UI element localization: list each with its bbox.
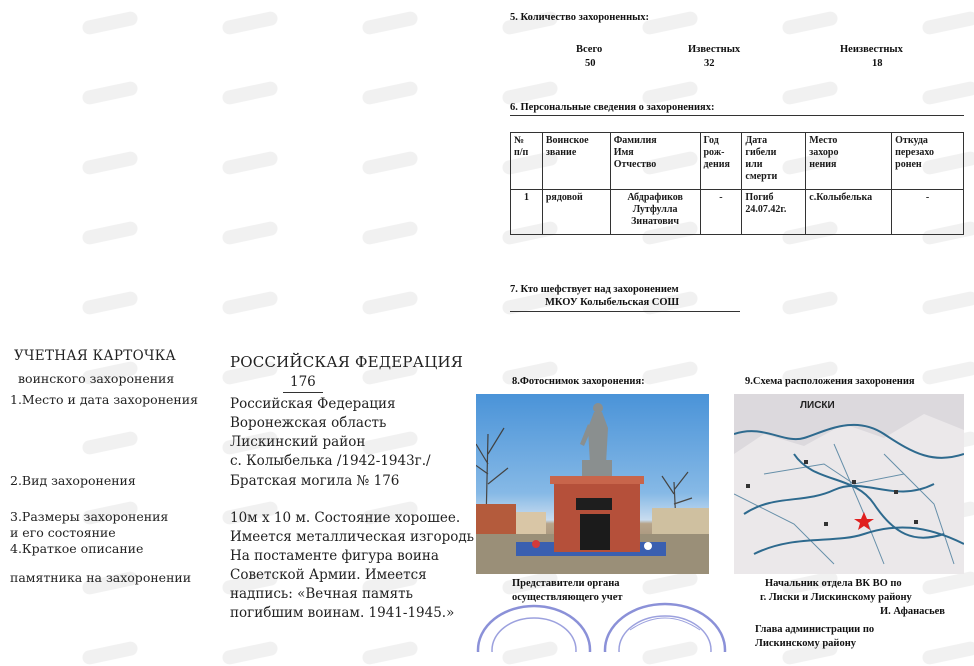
- card-description-line: погибшим воинам. 1941-1945.»: [230, 605, 455, 621]
- watermark-mark: [920, 640, 974, 666]
- card-item3-line2: и его состояние: [10, 525, 116, 540]
- admin-line2: Лискинскому району: [755, 638, 857, 649]
- watermark-mark: [220, 220, 280, 246]
- burial-table: [510, 132, 964, 235]
- watermark-mark: [640, 360, 700, 386]
- stamp-left-icon: [474, 602, 594, 652]
- watermark-mark: [80, 10, 140, 36]
- watermark-mark: [920, 360, 974, 386]
- table-header-cell: Фамилия Имя Отчество: [610, 133, 700, 190]
- unknown-value: 18: [872, 58, 883, 69]
- section8-caption-line2: осуществляющего учет: [512, 592, 623, 603]
- watermark-mark: [360, 150, 420, 176]
- section8-caption-line1: Представители органа: [512, 578, 620, 589]
- memorial-photo-drawing: [476, 394, 709, 574]
- section7-underline: [510, 311, 740, 312]
- admin-line1: Глава администрации по: [755, 624, 875, 635]
- table-header-cell: Дата гибели или смерти: [742, 133, 806, 190]
- location-map: [734, 394, 964, 574]
- card-item4-line1: 4.Краткое описание: [10, 541, 144, 556]
- card-description-lines: [230, 509, 474, 623]
- section6-underline: [510, 115, 964, 116]
- table-header-cell: № п/п: [511, 133, 543, 190]
- card-item1: 1.Место и дата захоронения: [10, 392, 198, 407]
- known-label: Известных: [688, 44, 741, 55]
- card-number: 176: [290, 374, 316, 390]
- total-value: 50: [585, 58, 596, 69]
- table-header-cell: Год рож- дения: [700, 133, 742, 190]
- table-header-cell: Откуда перезахо ронен: [892, 133, 964, 190]
- card-place-lines: [230, 395, 431, 471]
- card-description-line: Имеется металлическая изгородь: [230, 529, 475, 545]
- table-header-row: [511, 133, 964, 190]
- card-title: УЧЕТНАЯ КАРТОЧКА: [14, 348, 176, 364]
- watermark-mark: [80, 640, 140, 666]
- watermark-mark: [220, 150, 280, 176]
- location-map-drawing: [734, 394, 964, 574]
- watermark-mark: [220, 640, 280, 666]
- watermark-mark: [360, 80, 420, 106]
- unknown-label: Неизвестных: [840, 44, 903, 55]
- watermark-mark: [920, 10, 974, 36]
- table-cell: с.Колыбелька: [806, 190, 892, 235]
- section5-title: 5. Количество захороненных:: [510, 12, 650, 23]
- card-description-line: 10м х 10 м. Состояние хорошее.: [230, 510, 461, 526]
- table-cell: 1: [511, 190, 543, 235]
- section7-value: МКОУ Колыбельская СОШ: [545, 297, 680, 308]
- card-item3-line1: 3.Размеры захоронения: [10, 509, 169, 524]
- memorial-photo: [476, 394, 709, 574]
- map-label: ЛИСКИ: [800, 400, 835, 411]
- card-burial-type: Братская могила № 176: [230, 473, 400, 489]
- known-value: 32: [704, 58, 715, 69]
- card-item4-line2: памятника на захоронении: [10, 570, 192, 585]
- table-header-cell: Воинское звание: [542, 133, 610, 190]
- section6-title: 6. Персональные сведения о захоронениях:: [510, 102, 715, 113]
- total-label: Всего: [576, 44, 603, 55]
- table-header-cell: Место захоро нения: [806, 133, 892, 190]
- card-place-line: Лискинский район: [230, 434, 366, 450]
- card-country: РОССИЙСКАЯ ФЕДЕРАЦИЯ: [230, 353, 464, 371]
- table-cell: -: [700, 190, 742, 235]
- watermark-mark: [780, 10, 840, 36]
- table-cell: Абдрафиков Лутфулла Зинатович: [610, 190, 700, 235]
- card-number-underline: [283, 392, 323, 393]
- watermark-mark: [80, 150, 140, 176]
- card-description-line: На постаменте фигура воина: [230, 548, 439, 564]
- watermark-mark: [360, 10, 420, 36]
- section9-title: 9.Схема расположения захоронения: [745, 376, 915, 387]
- watermark-mark: [220, 290, 280, 316]
- card-description-line: надпись: «Вечная память: [230, 586, 413, 602]
- section8-title: 8.Фотоснимок захоронения:: [512, 376, 645, 387]
- stamp-right-icon: [600, 600, 730, 652]
- table-cell: рядовой: [542, 190, 610, 235]
- watermark-mark: [80, 290, 140, 316]
- card-item2: 2.Вид захоронения: [10, 473, 136, 488]
- watermark-mark: [360, 640, 420, 666]
- table-row: [511, 190, 964, 235]
- sign-line1: Начальник отдела ВК ВО по: [765, 578, 902, 589]
- watermark-mark: [360, 220, 420, 246]
- table-cell: Погиб 24.07.42г.: [742, 190, 806, 235]
- watermark-mark: [780, 290, 840, 316]
- table-cell: -: [892, 190, 964, 235]
- sign-name: И. Афанасьев: [880, 606, 945, 617]
- watermark-mark: [80, 80, 140, 106]
- watermark-mark: [920, 80, 974, 106]
- watermark-mark: [360, 290, 420, 316]
- sign-line2: г. Лиски и Лискинскому району: [760, 592, 912, 603]
- card-place-line: Российская Федерация: [230, 396, 396, 412]
- watermark-mark: [220, 10, 280, 36]
- table-body: [511, 190, 964, 235]
- watermark-mark: [80, 220, 140, 246]
- section7-title: 7. Кто шефствует над захоронением: [510, 284, 679, 295]
- watermark-mark: [80, 430, 140, 456]
- card-place-line: Воронежская область: [230, 415, 387, 431]
- card-place-line: с. Колыбелька /1942-1943г./: [230, 453, 431, 469]
- card-description-line: Советской Армии. Имеется: [230, 567, 427, 583]
- watermark-mark: [220, 80, 280, 106]
- card-subtitle: воинского захоронения: [18, 371, 175, 386]
- watermark-mark: [780, 80, 840, 106]
- watermark-mark: [920, 290, 974, 316]
